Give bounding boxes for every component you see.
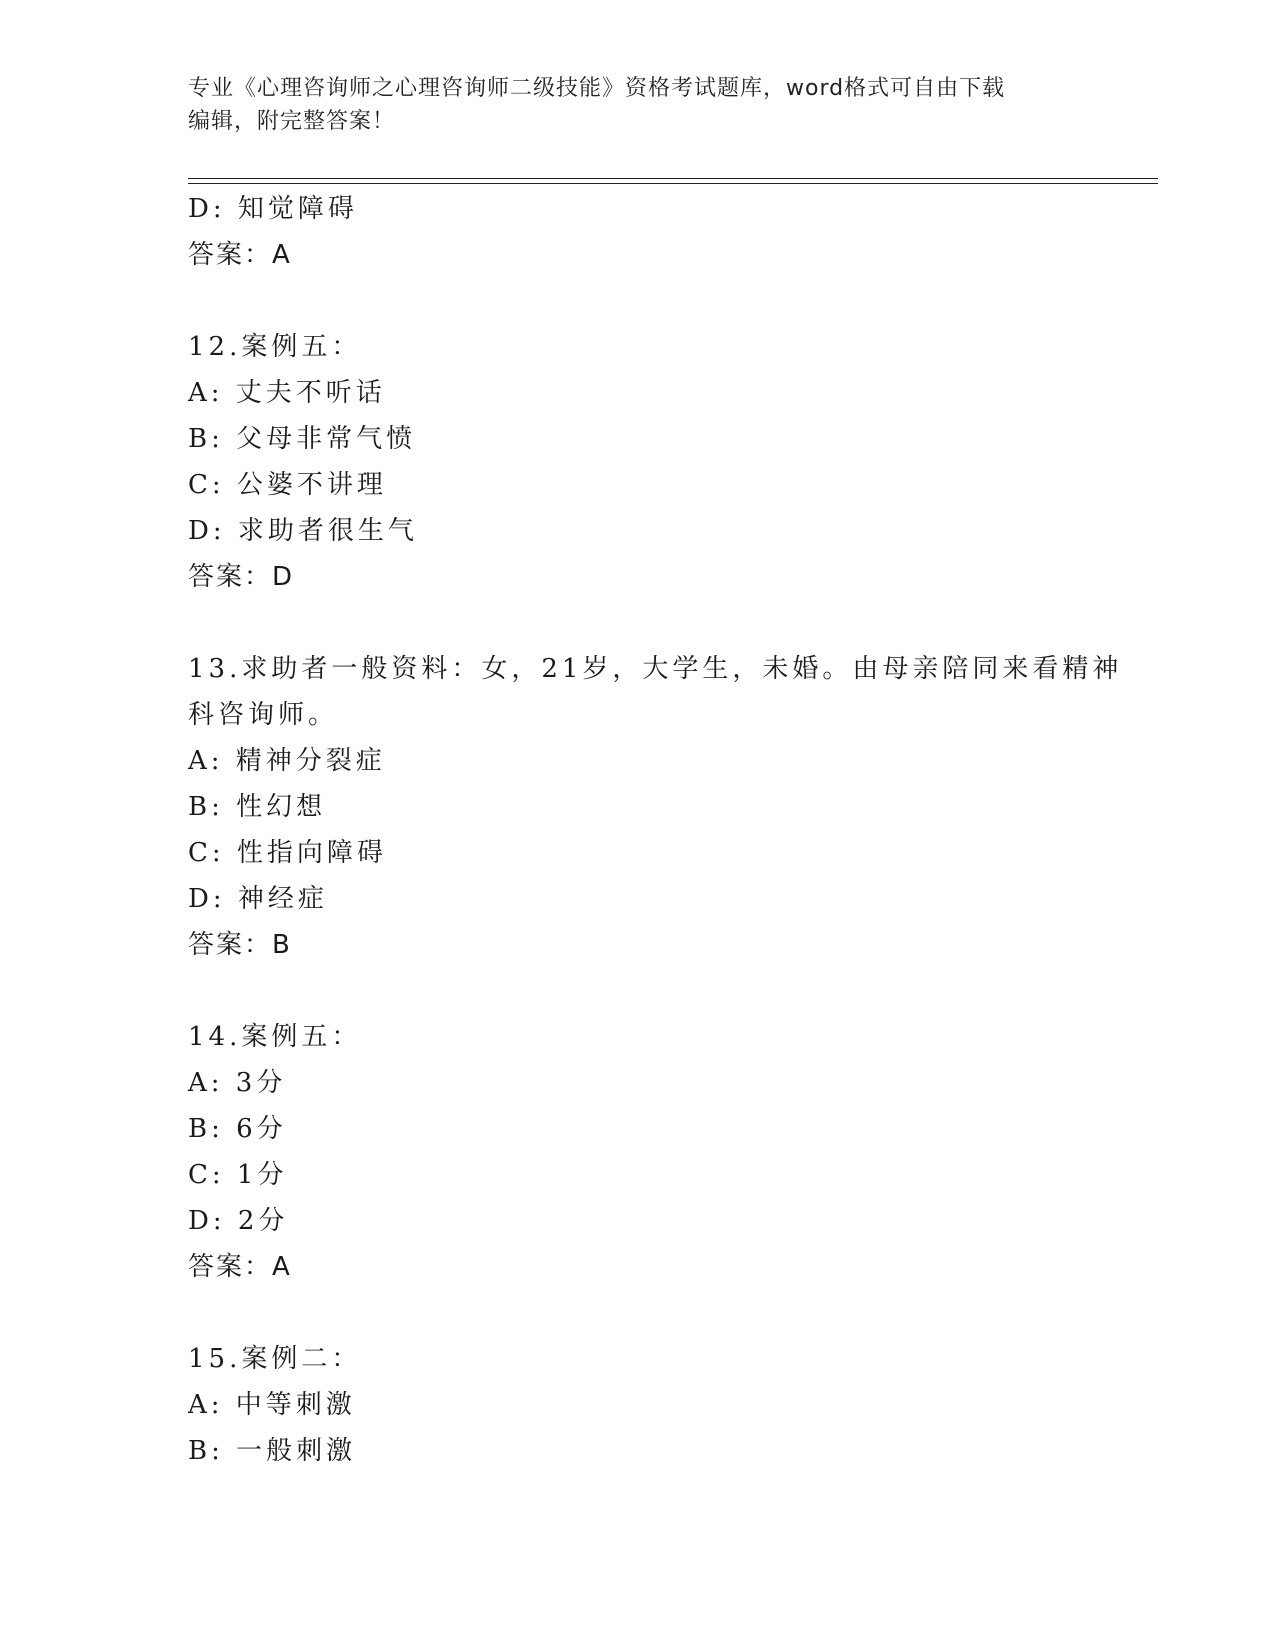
header-line-2: 编辑，附完整答案！ xyxy=(188,109,396,134)
option-b: B: 性幻想 xyxy=(188,792,327,822)
question-fragment xyxy=(188,186,1088,278)
option-c: C: 性指向障碍 xyxy=(188,838,387,868)
option-d: D: 知觉障碍 xyxy=(188,194,358,224)
answer: 答案：B xyxy=(188,930,292,960)
answer: 答案：A xyxy=(188,240,292,270)
question-13 xyxy=(188,646,1123,968)
option-c: C: 1分 xyxy=(188,1160,288,1190)
option-a: A: 中等刺激 xyxy=(188,1390,356,1420)
header-line-1: 专业《心理咨询师之心理咨询师二级技能》资格考试题库，word格式可自由下载 xyxy=(188,76,1006,101)
question-12 xyxy=(188,324,1088,600)
question-stem: 14.案例五： xyxy=(188,1022,362,1052)
option-a: A: 精神分裂症 xyxy=(188,746,386,776)
option-c: C: 公婆不讲理 xyxy=(188,470,387,500)
question-list xyxy=(188,186,1123,1474)
question-14 xyxy=(188,1014,1088,1290)
answer: 答案：A xyxy=(188,1252,292,1282)
question-stem: 12.案例五： xyxy=(188,332,362,362)
option-a: A: 3分 xyxy=(188,1068,287,1098)
answer: 答案：D xyxy=(188,562,295,592)
question-stem-line-2: 科咨询师。 xyxy=(188,700,339,730)
option-b: B: 6分 xyxy=(188,1114,287,1144)
option-a: A: 丈夫不听话 xyxy=(188,378,386,408)
option-b: B: 一般刺激 xyxy=(188,1436,357,1466)
question-stem-line-1: 13.求助者一般资料：女，21岁，大学生，未婚。由母亲陪同来看精神 xyxy=(188,654,1123,684)
question-stem: 15.案例二： xyxy=(188,1344,362,1374)
option-b: B: 父母非常气愤 xyxy=(188,424,417,454)
header-rule-top xyxy=(188,178,1158,179)
option-d: D: 2分 xyxy=(188,1206,289,1236)
document-header xyxy=(188,72,1088,138)
header-rule-bottom xyxy=(188,183,1158,184)
question-15 xyxy=(188,1336,1088,1474)
option-d: D: 求助者很生气 xyxy=(188,516,418,546)
option-d: D: 神经症 xyxy=(188,884,328,914)
